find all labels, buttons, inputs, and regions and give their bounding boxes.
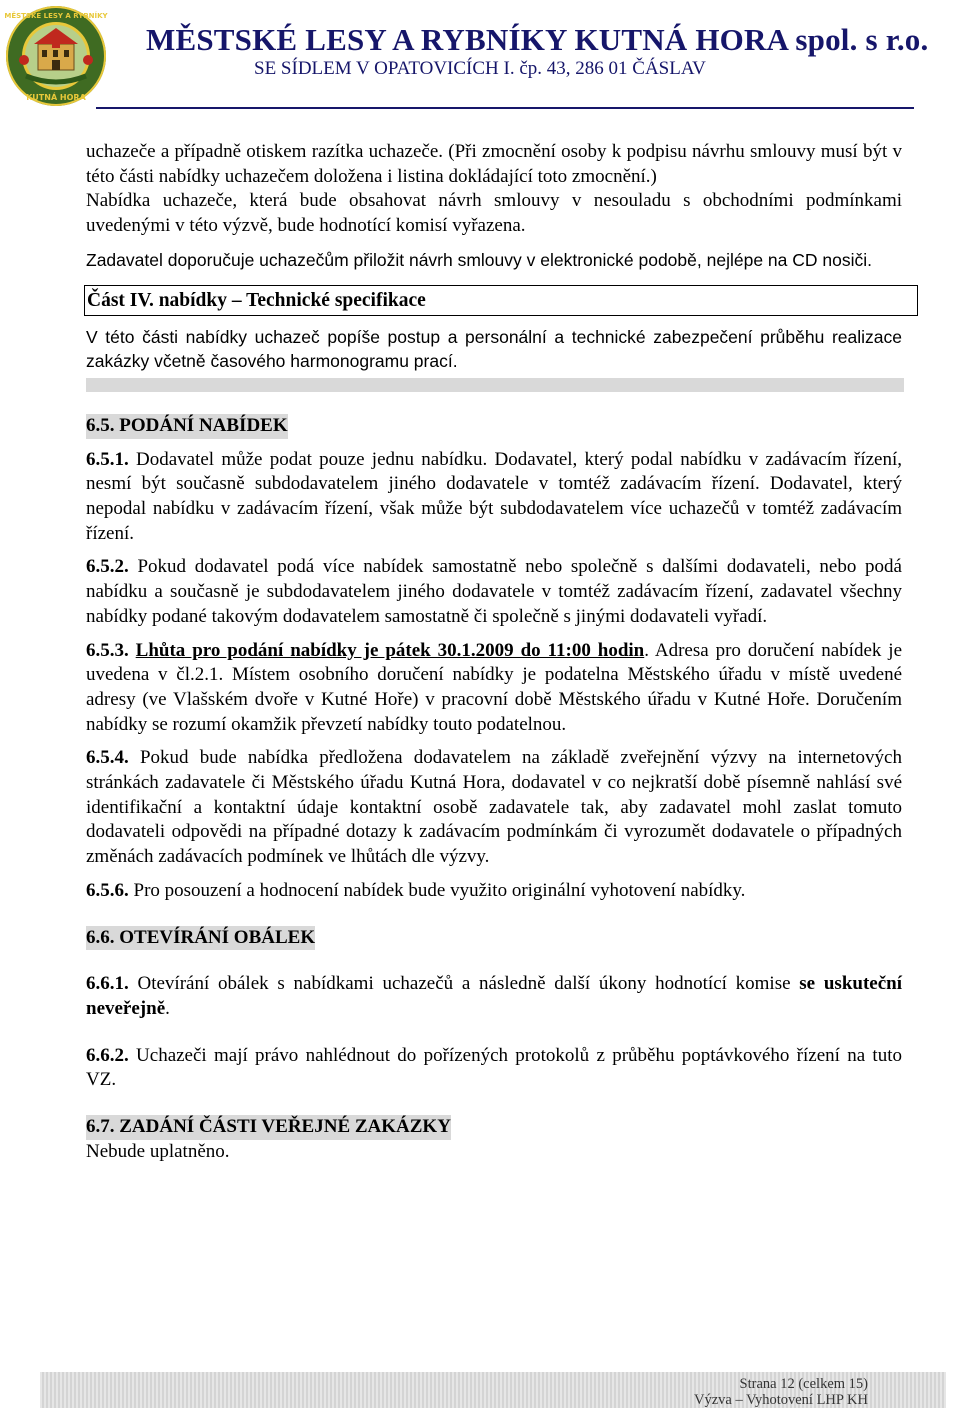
company-seal-logo (4, 4, 108, 108)
paragraph-contract-mismatch: Nabídka uchazeče, která bude obsahovat návrh smlouvy v nesouladu s obchodními podmínkami uvedenými v této výzvě, bude hodnotící komisí vyřazena. (86, 190, 902, 237)
clause-text: Pokud bude nabídka předložena dodavatelem na základě zveřejnění výzvy na internetových stránkách zadavatele či Městského úřadu Kutná Hora, dodavatel v co nejkratší době písemně nahlásí své identifikační a kontaktní údaje kontaktní osobě zadavatele tak, aby zadavatel mohl zaslat tomuto dodavateli odpovědi na případné dotazy k zadávacím podmínkám či vyrozumět dodavatele o případných změnách zadávacích podmínek ve lhůtách dle výzvy. (86, 747, 902, 868)
clause-6-6-1 (86, 972, 902, 1021)
clause-number: 6.5.2. (86, 556, 129, 578)
clause-text: Pro posouzení a hodnocení nabídek bude využito originální vyhotovení nabídky. (128, 879, 746, 901)
clause-6-5-6 (86, 879, 902, 904)
organization-name: MĚSTSKÉ LESY A RYBNÍKY KUTNÁ HORA spol. s r.o. (146, 22, 929, 57)
clause-6-5-3 (86, 639, 902, 738)
submission-deadline: Lhůta pro podání nabídky je pátek 30.1.2009 do 11:00 hodin (135, 639, 645, 661)
section-6-7-text: Nebude uplatněno. (86, 1140, 230, 1162)
clause-number: 6.6.2. (86, 1044, 129, 1066)
logo-bottom-text: KUTNÁ HORA (26, 93, 86, 102)
clause-6-5-4 (86, 746, 902, 870)
organization-address: SE SÍDLEM V OPATOVICÍCH I. čp. 43, 286 01 ČÁSLAV (254, 58, 706, 79)
clause-6-5-2 (86, 555, 902, 629)
clause-text: Dodavatel může podat pouze jednu nabídku. Dodavatel, který podal nabídku v zadávacím řízení, nesmí být současně subdodavatelem jiného dodavatele v tomtéž zadávacím řízení. Dodavatel, který nepodal nabídku v zadávacím řízení, však může být subdodavatelem více uchazečů v tomtéž zadávacím řízení. (86, 448, 902, 544)
clause-end: . (165, 997, 170, 1019)
clause-number: 6.5.1. (86, 448, 129, 470)
clause-emphasis: se uskuteční neveřejně (86, 973, 902, 1019)
section-6-5-heading: 6.5. PODÁNÍ NABÍDEK (86, 414, 288, 439)
document-label: Výzva – Vyhotovení LHP KH (694, 1392, 868, 1408)
clause-text: Uchazeči mají právo nahlédnout do pořízených protokolů z průběhu poptávkového řízení na tuto VZ. (86, 1044, 902, 1091)
paragraph-signature-note: uchazeče a případně otiskem razítka uchazeče. (Při zmocnění osoby k podpisu návrhu smlouvy musí být v této části nabídky uchazečem doložena i listina dokládající toto zmocnění.) (86, 141, 902, 187)
clause-number: 6.5.6. (86, 879, 129, 901)
clause-text: . Adresa pro doručení nabídek je uvedena v čl.2.1. Místem osobního doručení nabídky je podatelna Městského úřadu v místě uvedené adresy (ve Vlašském dvoře v Kutné Hoře) v pracovní době Městského úřadu v Kutné Hoře. Doručením nabídky se rozumí okamžik převzetí nabídky touto podatelnou. (86, 639, 903, 735)
shaded-separator (86, 378, 904, 392)
clause-6-6-2 (86, 1044, 902, 1093)
paragraph-electronic-contract: Zadavatel doporučuje uchazečům přiložit návrh smlouvy v elektronické podobě, nejlépe na CD nosiči. (86, 249, 872, 270)
document-body (86, 140, 902, 1165)
clause-number: 6.5.4. (86, 747, 129, 769)
clause-number: 6.6.1. (86, 973, 129, 995)
section-6-7-heading: 6.7. ZADÁNÍ ČÁSTI VEŘEJNÉ ZAKÁZKY (86, 1115, 451, 1140)
part-iv-description: V této části nabídky uchazeč popíše postup a personální a technické zabezpečení průběhu realizace zakázky včetně časového harmonogramu prací. (86, 326, 902, 372)
part-iv-title: nabídky – Technické specifikace (153, 289, 426, 311)
header-divider (96, 107, 914, 109)
part-iv-heading (84, 285, 918, 316)
part-iv-label: Část IV. (87, 289, 154, 311)
clause-number: 6.5.3. (86, 639, 129, 661)
clause-text: Pokud dodavatel podá více nabídek samostatně nebo společně s dalšími dodavateli, nebo podá nabídku a současně je subdodavatelem jiného dodavatele v tomtéž zadávacím řízení, zadavatel všechny nabídky podané takovým dodavatelem samostatně či společně s jinými dodavateli vyřadí. (86, 556, 902, 627)
section-6-6-heading: 6.6. OTEVÍRÁNÍ OBÁLEK (86, 926, 315, 951)
logo-top-text: MĚSTSKÉ LESY A RYBNÍKY (4, 12, 108, 20)
page-number: Strana 12 (celkem 15) (739, 1376, 868, 1392)
clause-text: Otevírání obálek s nabídkami uchazečů a následně další úkony hodnotící komise (128, 973, 800, 995)
page-header (0, 0, 960, 108)
clause-6-5-1 (86, 448, 902, 547)
